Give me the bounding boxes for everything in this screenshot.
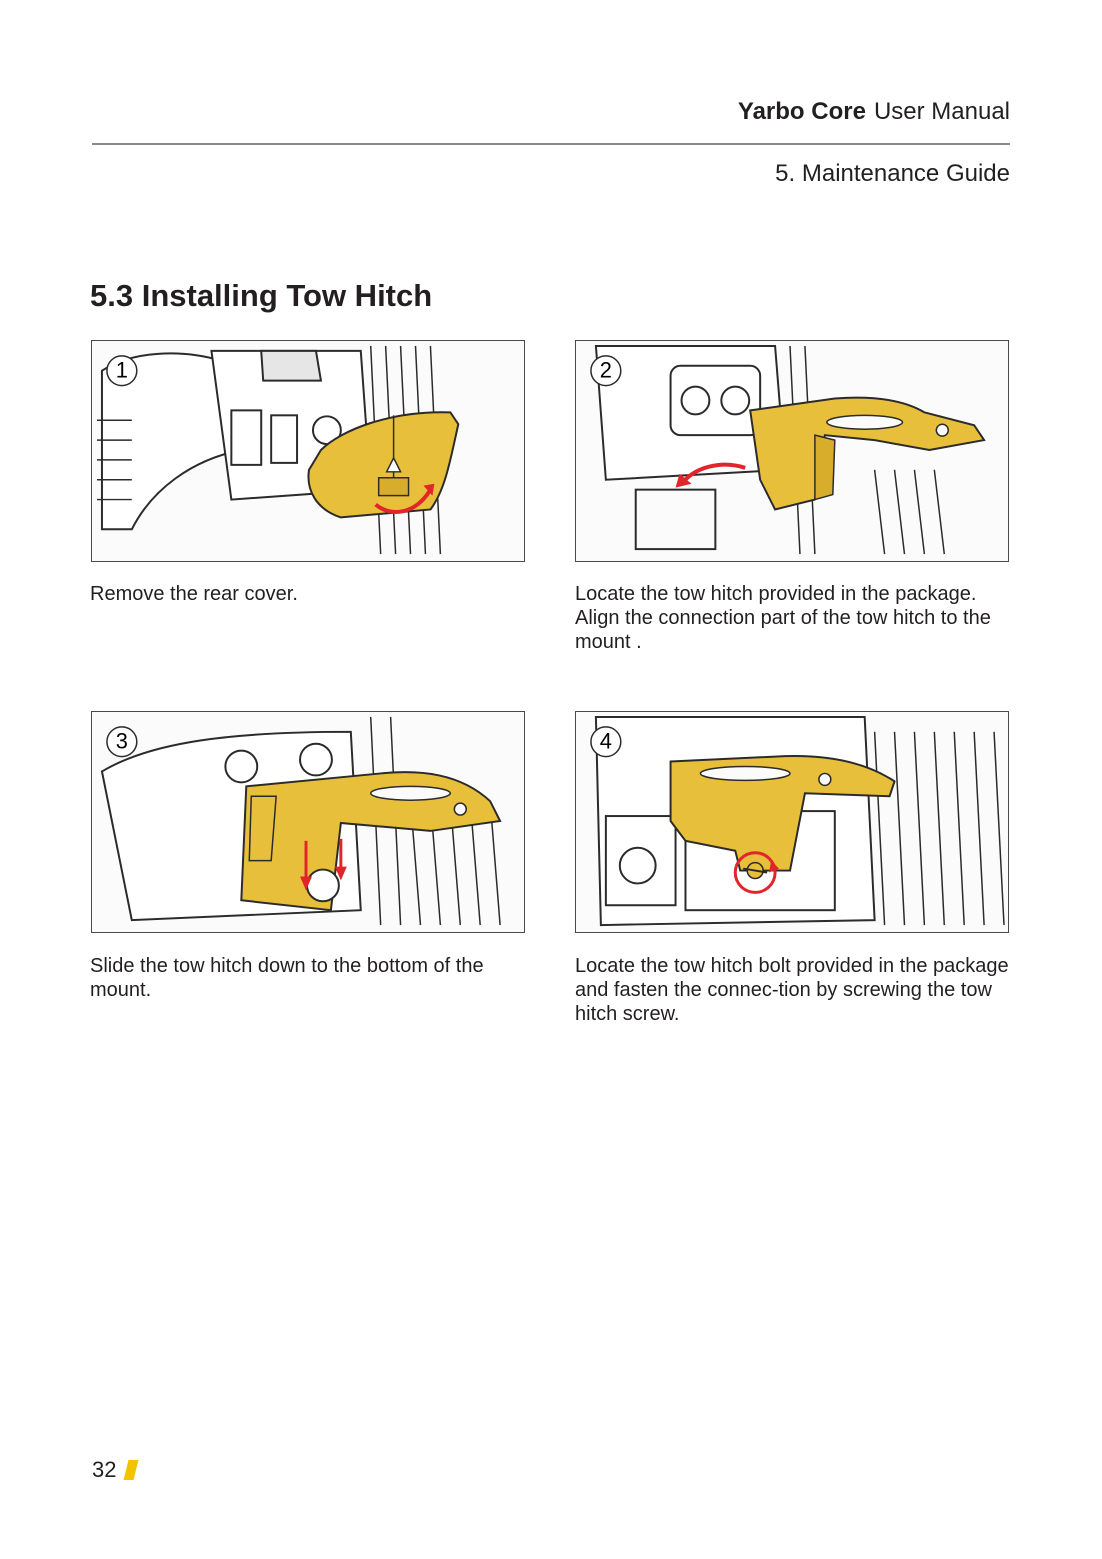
step-4-illustration — [575, 711, 1009, 933]
step-3-caption: Slide the tow hitch down to the bottom of the mount. — [90, 955, 484, 1001]
page-marker — [124, 1460, 139, 1480]
step-4-caption: Locate the tow hitch bolt provided in the package and fasten the connec-tion by screwing the tow hitch screw. — [575, 955, 1009, 1025]
step-2-illustration — [575, 340, 1009, 562]
header-divider — [92, 143, 1010, 145]
step-number: 2 — [599, 357, 612, 383]
step-1-caption: Remove the rear cover. — [90, 583, 298, 605]
header-title — [738, 96, 1010, 128]
step-number: 3 — [115, 728, 128, 754]
page-heading: 5.3 Installing Tow Hitch — [90, 278, 433, 313]
step-3-illustration — [91, 711, 525, 933]
step-number: 4 — [599, 728, 612, 754]
step-number: 1 — [115, 357, 128, 383]
step-2-caption: Locate the tow hitch provided in the package. Align the connection part of the tow hitch to the mount . — [575, 583, 991, 653]
step-1-illustration — [91, 340, 525, 562]
document-name: User Manual — [873, 98, 1010, 125]
page-number: 32 — [92, 1457, 117, 1482]
brand-name: Yarbo Core — [737, 98, 866, 125]
section-title: 5. Maintenance Guide — [775, 160, 1010, 187]
